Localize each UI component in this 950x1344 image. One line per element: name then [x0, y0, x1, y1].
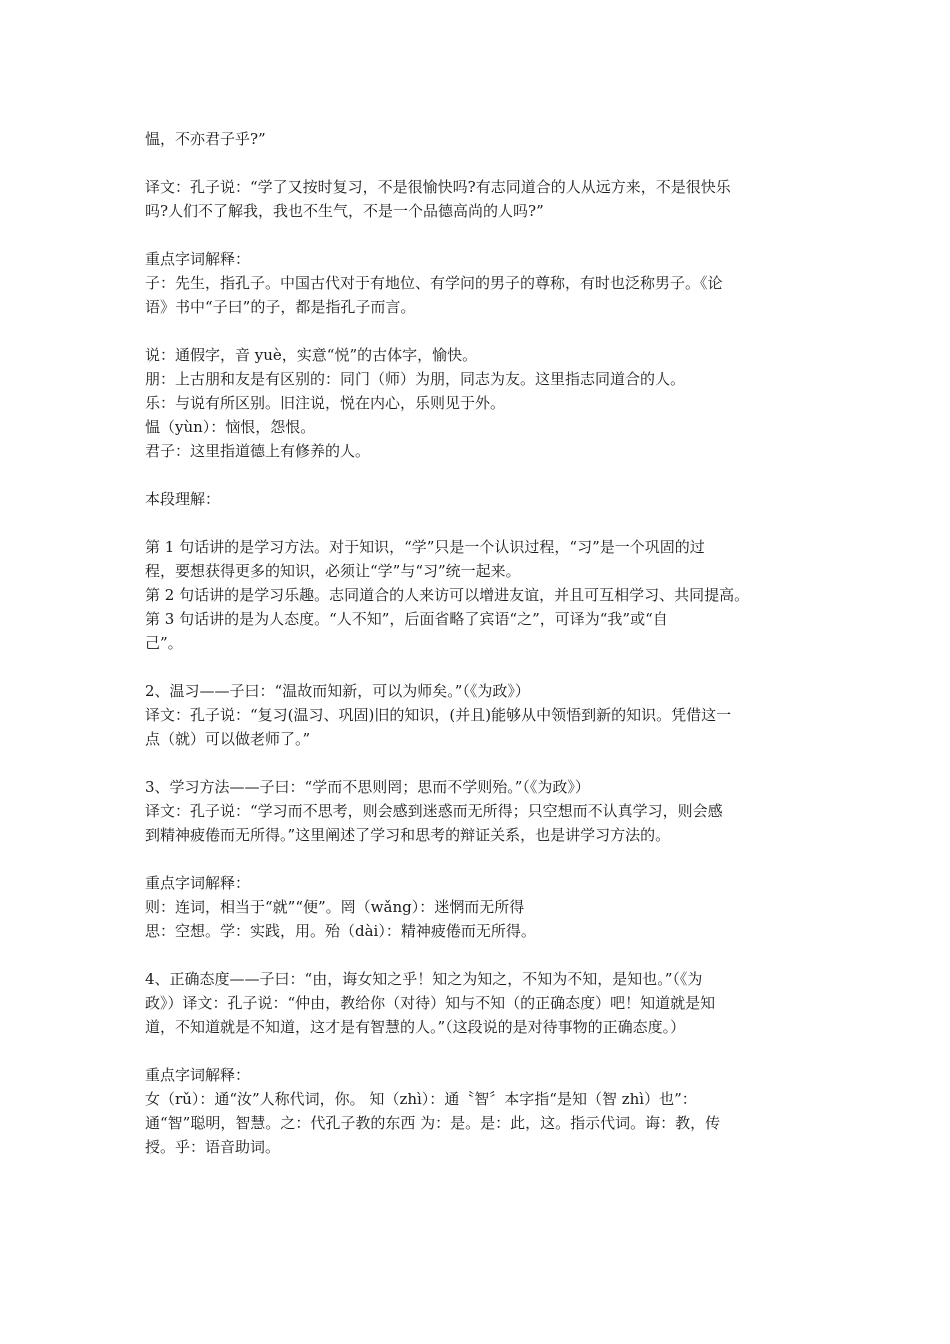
text-line: 译文：孔子说：“学了又按时复习，不是很愉快吗?有志同道合的人从远方来，不是很快乐	[145, 178, 731, 196]
text-line: 子：先生，指孔子。中国古代对于有地位、有学问的男子的尊称，有时也泛称男子。《论	[145, 274, 723, 292]
text-line: 第 2 句话讲的是学习乐趣。志同道合的人来访可以增进友谊，并且可互相学习、共同提高。	[145, 586, 750, 604]
text-line: 到精神疲倦而无所得。”这里阐述了学习和思考的辩证关系，也是讲学习方法的。	[145, 826, 671, 844]
section-heading: 本段理解：	[145, 490, 221, 508]
text-line: 己”。	[145, 634, 183, 652]
text-line: 乐：与说有所区别。旧注说，悦在内心，乐则见于外。	[145, 394, 506, 412]
text-line: 第 1 句话讲的是学习方法。对于知识，“学”只是一个认识过程，“习”是一个巩固的过	[145, 538, 705, 556]
text-line: 点（就）可以做老师了。”	[145, 730, 311, 748]
paragraph-section-3	[145, 775, 810, 847]
section-heading: 2、温习——子曰：“温故而知新，可以为师矣。”（《为政》）	[145, 682, 530, 700]
text-line: 君子：这里指道德上有修养的人。	[145, 442, 371, 460]
section-heading: 重点字词解释：	[145, 250, 251, 268]
section-heading: 4、正确态度——子曰：“由，诲女知之乎！知之为知之，不知为不知，是知也。”（《为	[145, 970, 703, 988]
paragraph-section-2	[145, 679, 810, 751]
text-line: 则：连词，相当于“就”“便”。罔（wǎng）：迷惘而无所得	[145, 898, 525, 916]
text-line: 朋：上古朋和友是有区别的：同门（师）为朋，同志为友。这里指志同道合的人。	[145, 370, 686, 388]
text-line: 女（rǔ）：通“汝”人称代词，你。 知（zhì）：通〝智〞本字指“是知（智 zhì）也”：	[145, 1090, 697, 1108]
text-line: 译文：孔子说：“学习而不思考，则会感到迷惑而无所得；只空想而不认真学习，则会感	[145, 802, 723, 820]
paragraph-section-4	[145, 967, 810, 1039]
text-line: 授。乎：语音助词。	[145, 1138, 281, 1156]
document-body	[145, 127, 810, 1183]
section-heading: 重点字词解释：	[145, 1066, 251, 1084]
text-line: 政》）译文：孔子说：“仲由，教给你（对待）知与不知（的正确态度）吧！知道就是知	[145, 994, 716, 1012]
paragraph-closing-quote	[145, 127, 810, 151]
text-line: 愠，不亦君子乎?”	[145, 130, 266, 148]
section-heading: 3、学习方法——子曰：“学而不思则罔；思而不学则殆。”（《为政》）	[145, 778, 590, 796]
text-line: 语》书中“子曰”的子，都是指孔子而言。	[145, 298, 416, 316]
text-line: 程，要想获得更多的知识，必须让“学”与“习”统一起来。	[145, 562, 521, 580]
paragraph-key-words-3	[145, 871, 810, 943]
paragraph-translation-1	[145, 175, 810, 223]
text-line: 通“智”聪明，智慧。之：代孔子教的东西 为：是。是：此，这。指示代词。诲：教，传	[145, 1114, 721, 1132]
paragraph-key-words-4	[145, 1063, 810, 1159]
text-line: 第 3 句话讲的是为人态度。“人不知”，后面省略了宾语“之”，可译为“我”或“自	[145, 610, 668, 628]
paragraph-key-words-1	[145, 247, 810, 319]
paragraph-understanding-heading	[145, 487, 810, 511]
text-line: 说：通假字，音 yuè，实意“悦”的古体字，愉快。	[145, 346, 478, 364]
paragraph-word-definitions	[145, 343, 810, 463]
text-line: 译文：孔子说：“复习(温习、巩固)旧的知识，(并且)能够从中领悟到新的知识。凭借这一	[145, 706, 732, 724]
paragraph-understanding	[145, 535, 810, 655]
text-line: 吗?人们不了解我，我也不生气，不是一个品德高尚的人吗?”	[145, 202, 544, 220]
text-line: 思：空想。学：实践，用。殆（dài）：精神疲倦而无所得。	[145, 922, 536, 940]
section-heading: 重点字词解释：	[145, 874, 251, 892]
text-line: 道，不知道就是不知道，这才是有智慧的人。”（这段说的是对待事物的正确态度。）	[145, 1018, 686, 1036]
text-line: 愠（yùn）：恼恨，怨恨。	[145, 418, 316, 436]
